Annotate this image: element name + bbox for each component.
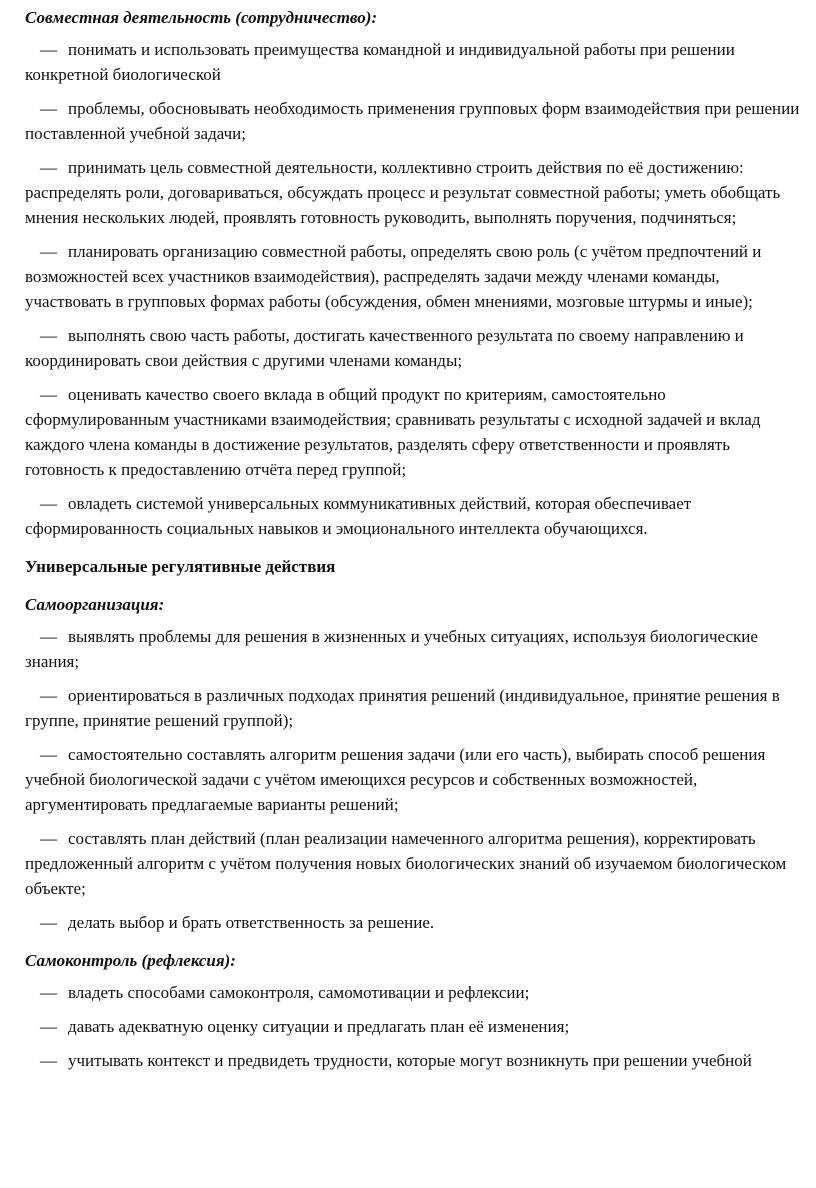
list-item: — планировать организацию совместной работы, определять свою роль (с учётом предпочтений и возможностей всех участников взаимодействия), распределять задачи между членами команды, участвовать в групповых формах работы (обсуждения, обмен мнениями, мозговые штурмы и иные); <box>25 239 802 314</box>
list-item: — учитывать контекст и предвидеть трудности, которые могут возникнуть при решении учебной <box>25 1048 802 1073</box>
dash-marker: — <box>40 1017 57 1036</box>
list-item: — оценивать качество своего вклада в общий продукт по критериям, самостоятельно сформулированным участниками взаимодействия; сравнивать результаты с исходной задачей и вклад каждого члена команды в достижение результатов, разделять сферу ответственности и проявлять готовность к предоставлению отчёта перед группой; <box>25 382 802 482</box>
dash-marker: — <box>40 494 57 513</box>
dash-marker: — <box>40 1051 57 1070</box>
list-item: — самостоятельно составлять алгоритм решения задачи (или его часть), выбирать способ решения учебной биологической задачи с учётом имеющихся ресурсов и собственных возможностей, аргументировать предлагаемые варианты решений; <box>25 742 802 817</box>
list-item: — владеть способами самоконтроля, самомотивации и рефлексии; <box>25 980 802 1005</box>
self-organization-heading: Самоорганизация: <box>25 595 165 614</box>
list-item: — проблемы, обосновывать необходимость применения групповых форм взаимодействия при решении поставленной учебной задачи; <box>25 96 802 146</box>
dash-marker: — <box>40 745 57 764</box>
dash-marker: — <box>40 829 57 848</box>
self-control-heading: Самоконтроль (рефлексия): <box>25 951 236 970</box>
dash-marker: — <box>40 913 57 932</box>
regulative-actions-title: Универсальные регулятивные действия <box>25 557 336 576</box>
list-item: — принимать цель совместной деятельности, коллективно строить действия по её достижению: распределять роли, договариваться, обсуждать процесс и результат совместной работы; уметь обобщать мнения нескольких людей, проявлять готовность руководить, выполнять поручения, подчиняться; <box>25 155 802 230</box>
dash-marker: — <box>40 627 57 646</box>
dash-marker: — <box>40 385 57 404</box>
list-item: — составлять план действий (план реализации намеченного алгоритма решения), корректировать предложенный алгоритм с учётом получения новых биологических знаний об изучаемом биологическом объекте; <box>25 826 802 901</box>
list-item: — давать адекватную оценку ситуации и предлагать план её изменения; <box>25 1014 802 1039</box>
collaboration-heading: Совместная деятельность (сотрудничество): <box>25 8 378 27</box>
dash-marker: — <box>40 40 57 59</box>
dash-marker: — <box>40 686 57 705</box>
dash-marker: — <box>40 99 57 118</box>
list-item: — выявлять проблемы для решения в жизненных и учебных ситуациях, используя биологические знания; <box>25 624 802 674</box>
dash-marker: — <box>40 983 57 1002</box>
list-item: — выполнять свою часть работы, достигать качественного результата по своему направлению и координировать свои действия с другими членами команды; <box>25 323 802 373</box>
list-item: — делать выбор и брать ответственность за решение. <box>25 910 802 935</box>
list-item: — понимать и использовать преимущества командной и индивидуальной работы при решении конкретной биологической <box>25 37 802 87</box>
dash-marker: — <box>40 326 57 345</box>
dash-marker: — <box>40 242 57 261</box>
list-item: — ориентироваться в различных подходах принятия решений (индивидуальное, принятие решения в группе, принятие решений группой); <box>25 683 802 733</box>
dash-marker: — <box>40 158 57 177</box>
list-item: — овладеть системой универсальных коммуникативных действий, которая обеспечивает сформированность социальных навыков и эмоционального интеллекта обучающихся. <box>25 491 802 541</box>
